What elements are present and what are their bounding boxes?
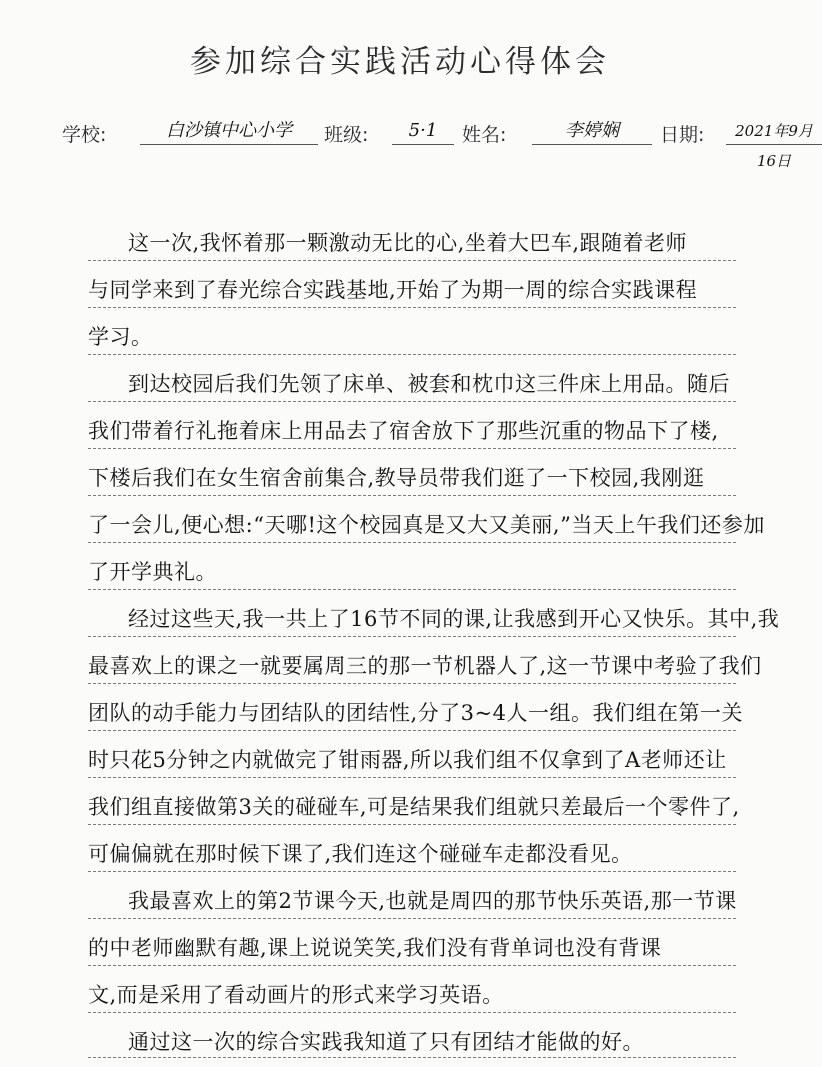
class-label: 班级: [324,124,369,146]
essay-line: 了一会儿,便心想:“天哪!这个校园真是又大又美丽,”当天上午我们还参加 [88,506,736,543]
essay-line: 最喜欢上的课之一就要属周三的那一节机器人了,这一节课中考验了我们 [88,647,736,684]
page-title: 参加综合实践活动心得体会 [190,44,610,80]
essay-line: 时只花5分钟之内就做完了钳雨器,所以我们组不仅拿到了A老师还让 [88,741,736,778]
name-value: 李婷娴 [532,116,652,145]
header-info-row [62,116,813,170]
essay-line: 与同学来到了春光综合实践基地,开始了为期一周的综合实践课程 [88,271,736,308]
essay-line: 文,而是采用了看动画片的形式来学习英语。 [88,976,736,1013]
essay-line: 学习。 [88,318,736,355]
essay-line: 的中老师幽默有趣,课上说说笑笑,我们没有背单词也没有背课 [88,929,736,966]
essay-line: 我们带着行礼拖着床上用品去了宿舍放下了那些沉重的物品下了楼, [88,412,736,449]
essay-line: 到达校园后我们先领了床单、被套和枕巾这三件床上用品。随后 [88,365,736,402]
essay-line: 这一次,我怀着那一颗激动无比的心,坐着大巴车,跟随着老师 [88,224,736,261]
essay-line: 通过这一次的综合实践我知道了只有团结才能做的好。 [88,1023,736,1058]
essay-line: 我们组直接做第3关的碰碰车,可是结果我们组就只差最后一个零件了, [88,788,736,825]
date-value: 2021年9月16日 [726,116,822,145]
school-value: 白沙镇中心小学 [140,116,318,145]
essay-line: 下楼后我们在女生宿舍前集合,教导员带我们逛了一下校园,我刚逛 [88,459,736,496]
name-label: 姓名: [462,124,507,146]
essay-line: 可偏偏就在那时候下课了,我们连这个碰碰车走都没看见。 [88,835,736,872]
date-label: 日期: [660,124,705,146]
class-value: 5·1 [392,116,454,145]
school-label: 学校: [62,124,107,146]
essay-line: 经过这些天,我一共上了16节不同的课,让我感到开心又快乐。其中,我 [88,600,736,637]
essay-line: 我最喜欢上的第2节课今天,也就是周四的那节快乐英语,那一节课 [88,882,736,919]
essay-line: 了开学典礼。 [88,553,736,590]
essay-line: 团队的动手能力与团结队的团结性,分了3~4人一组。我们组在第一关 [88,694,736,731]
